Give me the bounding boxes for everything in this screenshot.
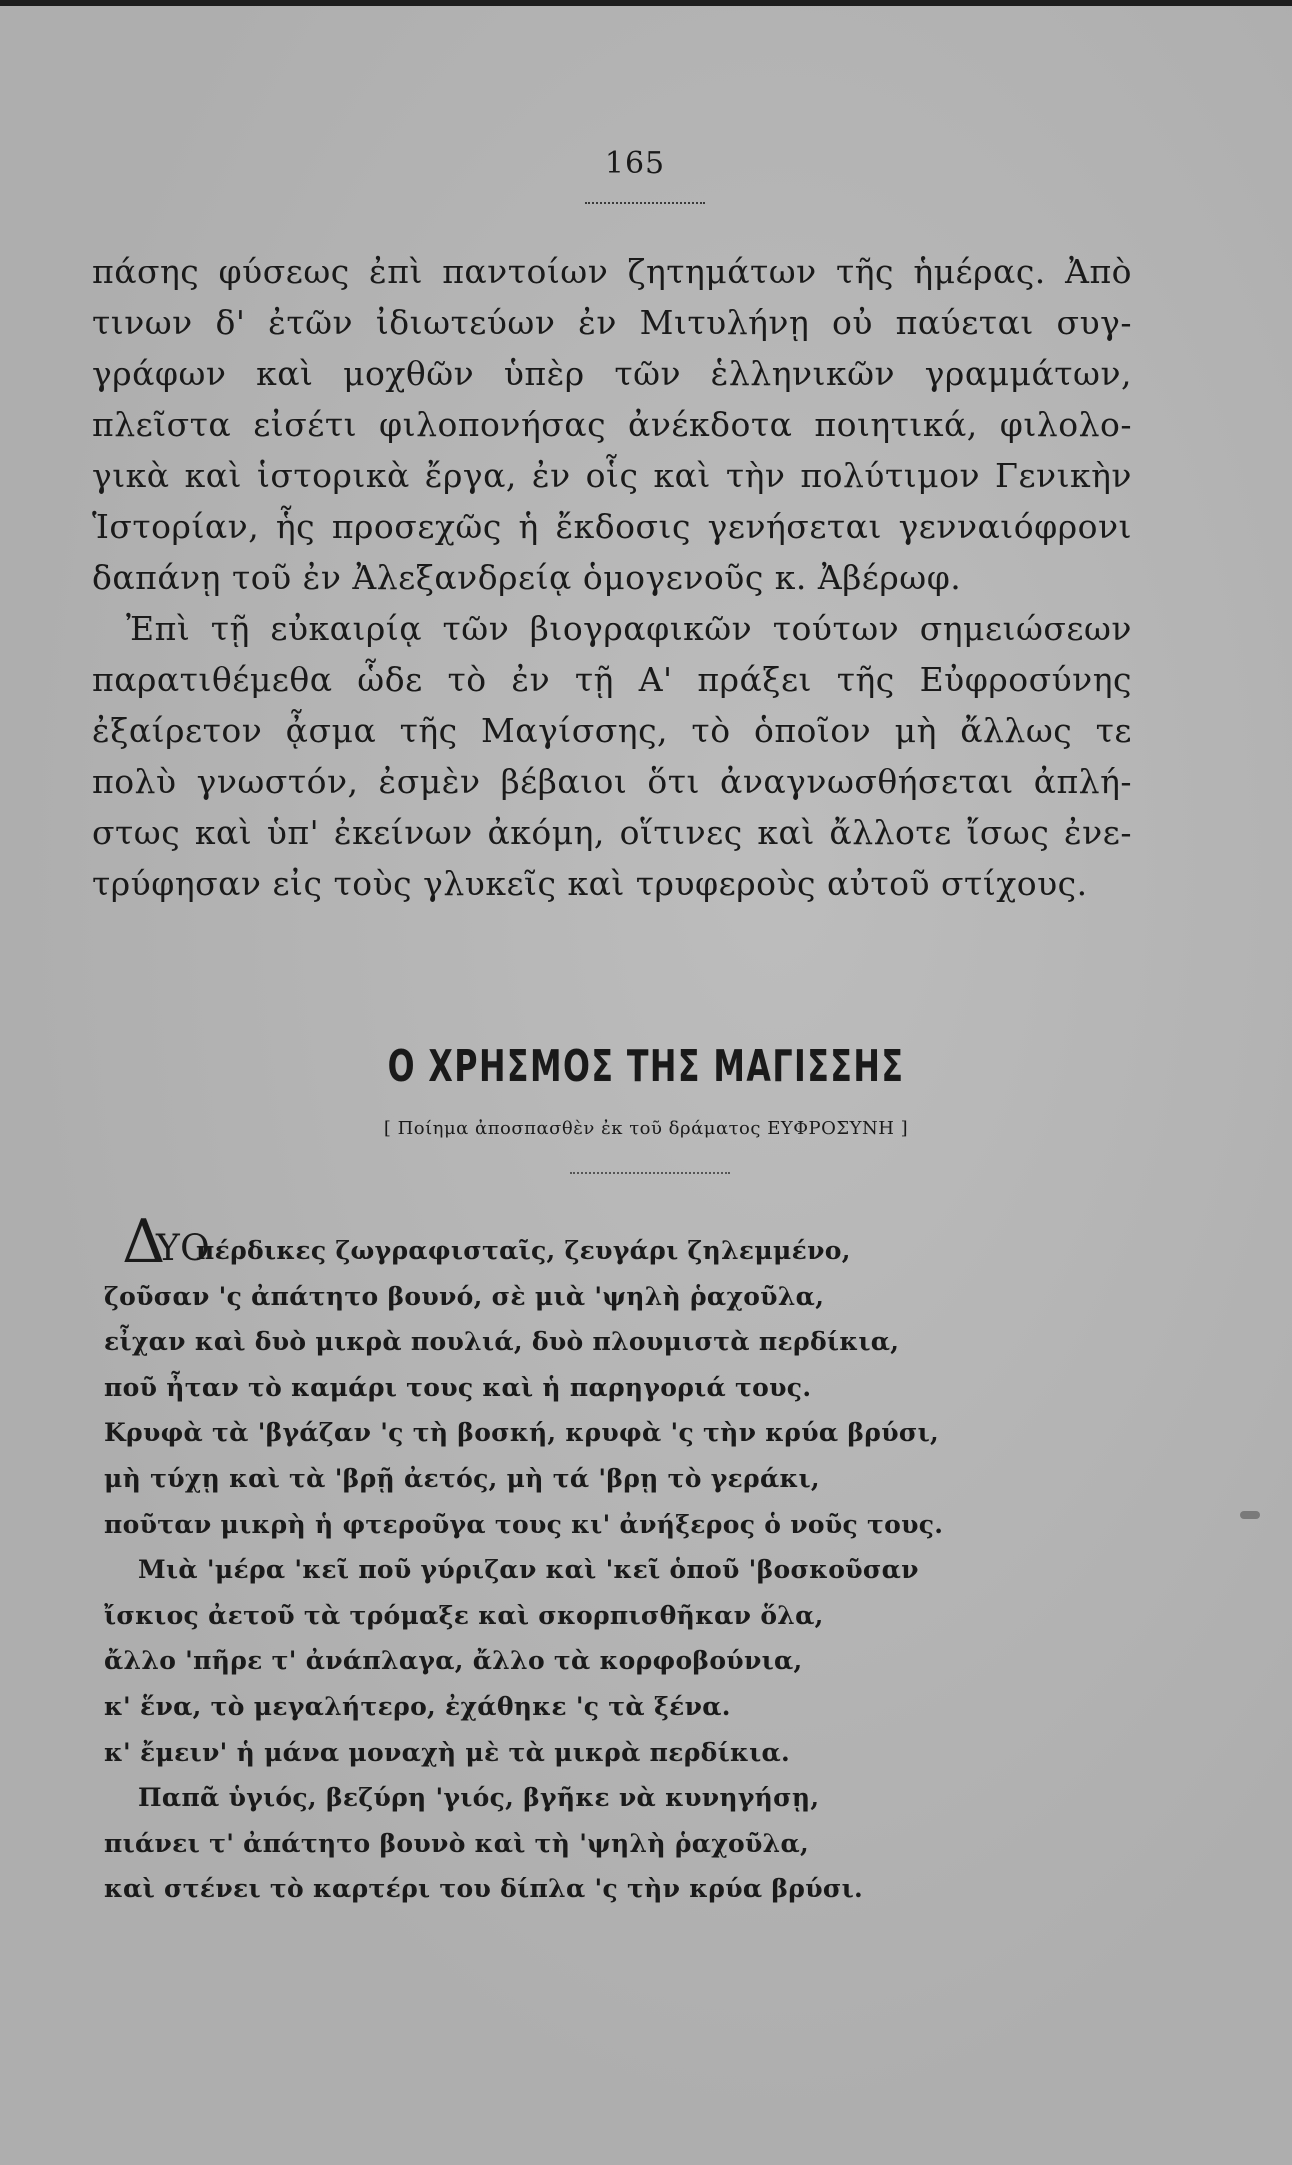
prose-line: γράφων καὶ μοχθῶν ὑπὲρ τῶν ἑλληνικῶν γραμμάτων,	[92, 354, 1132, 393]
page-number: 165	[604, 146, 666, 181]
prose-line: Ἐπὶ τῇ εὐκαιρίᾳ τῶν βιογραφικῶν τούτων σημειώσεων	[126, 609, 1132, 648]
poem-line: πιάνει τ' ἀπάτητο βουνὸ καὶ τὴ 'ψηλὴ ῥαχοῦλα,	[104, 1828, 810, 1858]
page-number-underline	[585, 202, 705, 204]
margin-blemish	[1240, 1511, 1260, 1519]
prose-line: πολὺ γνωστόν, ἐσμὲν βέβαιοι ὅτι ἀναγνωσθήσεται ἀπλή-	[92, 762, 1132, 801]
poem-line: ἴσκιος ἀετοῦ τὰ τρόμαξε καὶ σκορπισθῆκαν ὅλα,	[104, 1600, 824, 1630]
poem-line-text: πέρδικες ζωγραφισταῖς, ζευγάρι ζηλεμμένο,	[196, 1236, 851, 1265]
poem-line: καὶ στένει τὸ καρτέρι του δίπλα 'ς τὴν κρύα βρύσι.	[104, 1874, 863, 1904]
poem-line: Μιὰ 'μέρα 'κεῖ ποῦ γύριζαν καὶ 'κεῖ ὁποῦ 'βοσκοῦσαν	[138, 1555, 919, 1585]
prose-line: Ἱστορίαν, ἧς προσεχῶς ἡ ἔκδοσις γενήσεται γενναιόφρονι	[92, 507, 1132, 546]
drop-cap-rest: ΥΟ	[156, 1228, 210, 1269]
poem-line: Παπᾶ ὑγιός, βεζύρη 'γιός, βγῆκε νὰ κυνηγήσῃ,	[138, 1783, 820, 1813]
prose-line: ἐξαίρετον ᾆσμα τῆς Μαγίσσης, τὸ ὁποῖον μὴ ἄλλως τε	[92, 711, 1132, 750]
prose-line: παρατιθέμεθα ὧδε τὸ ἐν τῇ Α' πράξει τῆς Εὐφροσύνης	[92, 660, 1132, 699]
poem-block	[104, 1207, 1104, 1912]
prose-line: γικὰ καὶ ἱστορικὰ ἔργα, ἐν οἷς καὶ τὴν πολύτιμον Γενικὴν	[92, 456, 1132, 495]
poem-line: Κρυφὰ τὰ 'βγάζαν 'ς τὴ βοσκή, κρυφὰ 'ς τὴν κρύα βρύσι,	[104, 1418, 939, 1448]
poem-line: ποῦταν μικρὴ ἡ φτεροῦγα τους κι' ἀνήξερος ὁ νοῦς τους.	[104, 1509, 944, 1539]
poem-line: ποῦ ἦταν τὸ καμάρι τους καὶ ἡ παρηγοριά τους.	[104, 1372, 812, 1402]
poem-line: κ' ἔμειν' ἡ μάνα μοναχὴ μὲ τὰ μικρὰ περδίκια.	[104, 1737, 791, 1767]
prose-line: δαπάνῃ τοῦ ἐν Ἀλεξανδρείᾳ ὁμογενοῦς κ. Ἀβέρωφ.	[92, 558, 962, 597]
poem-line-first	[104, 1207, 1104, 1277]
poem-subtitle: [ Ποίημα ἀποσπασθὲν ἐκ τοῦ δράματος ΕΥΦΡΟΣΥΝΗ ]	[383, 1118, 909, 1139]
poem-line: κ' ἕνα, τὸ μεγαλήτερο, ἐχάθηκε 'ς τὰ ξένα.	[104, 1691, 731, 1721]
prose-line: τινων δ' ἐτῶν ἰδιωτεύων ἐν Μιτυλήνῃ οὐ παύεται συγ-	[92, 303, 1132, 342]
poem-title: Ο ΧΡΗΣΜΟΣ ΤΗΣ ΜΑΓΙΣΣΗΣ	[387, 1041, 905, 1092]
poem-line: εἶχαν καὶ δυὸ μικρὰ πουλιά, δυὸ πλουμιστὰ περδίκια,	[104, 1327, 900, 1357]
prose-block	[92, 246, 1132, 909]
poem-line: μὴ τύχῃ καὶ τὰ 'βρῇ ἀετός, μὴ τά 'βρῃ τὸ γεράκι,	[104, 1463, 820, 1493]
prose-line: τρύφησαν εἰς τοὺς γλυκεῖς καὶ τρυφεροὺς αὐτοῦ στίχους.	[92, 864, 1088, 903]
drop-cap: Δ	[122, 1207, 166, 1277]
subtitle-dotted-rule	[570, 1172, 730, 1174]
book-page	[0, 6, 1292, 2165]
prose-line: πάσης φύσεως ἐπὶ παντοίων ζητημάτων τῆς ἡμέρας. Ἀπὸ	[92, 252, 1132, 291]
prose-line: στως καὶ ὑπ' ἐκείνων ἀκόμη, οἵτινες καὶ ἄλλοτε ἴσως ἐνε-	[92, 813, 1132, 852]
poem-line: ἄλλο 'πῆρε τ' ἀνάπλαγα, ἄλλο τὰ κορφοβούνια,	[104, 1646, 803, 1676]
poem-line: ζοῦσαν 'ς ἀπάτητο βουνό, σὲ μιὰ 'ψηλὴ ῥαχοῦλα,	[104, 1281, 825, 1311]
prose-line: πλεῖστα εἰσέτι φιλοπονήσας ἀνέκδοτα ποιητικά, φιλολο-	[92, 405, 1132, 444]
